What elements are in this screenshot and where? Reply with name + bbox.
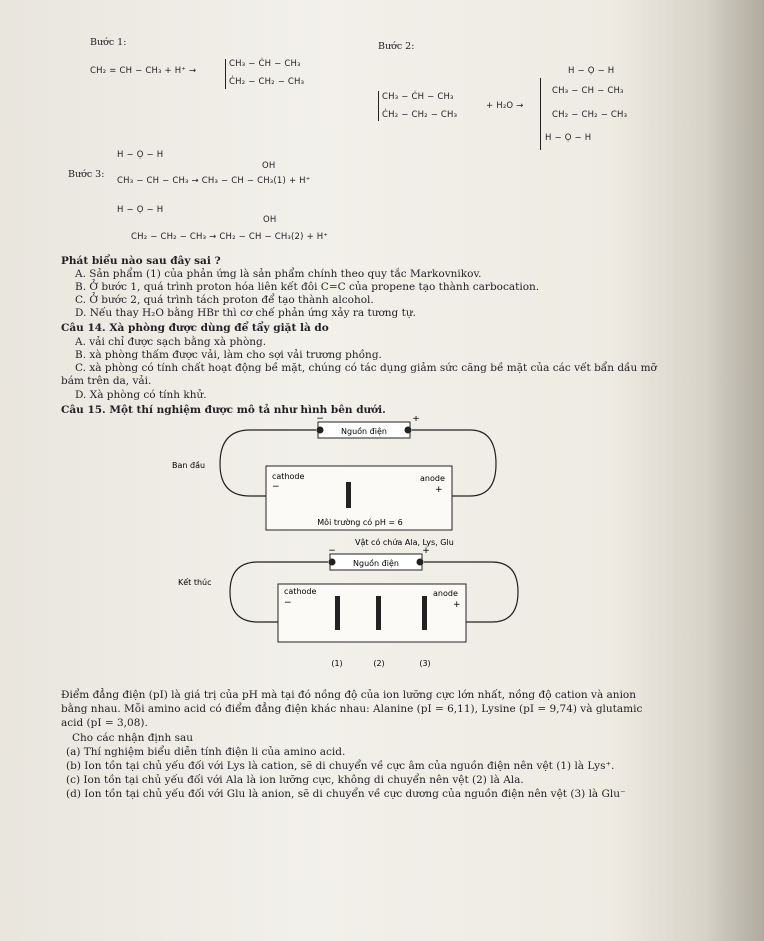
step1-product-bottom: ĊH₂ − CH₂ − CH₃ <box>229 77 305 87</box>
q13-option-d: D. Nếu thay H₂O bằng HBr thì cơ chế phản ứng xảy ra tương tự. <box>75 307 416 319</box>
step2-product-line2: CH₂ − CH₂ − CH₃ <box>552 110 628 120</box>
minus-terminal-end <box>329 559 336 566</box>
page-shadow <box>704 0 764 941</box>
q14-option-b: B. xà phòng thấm được vải, làm cho sợi vải trương phồng. <box>75 349 382 361</box>
q14-option-c-line2: bám trên da, vải. <box>61 375 152 387</box>
step2-reactant-top: CH₃ − ĊH − CH₃ <box>382 92 454 102</box>
q15-claim-d: (d) Ion tồn tại chủ yếu đối với Glu là anion, sẽ di chuyển về cực dương của nguồn điện nên vệt (3) là Glu⁻ <box>66 788 626 800</box>
power-label-start: Nguồn điện <box>341 427 387 436</box>
step3-title: Bước 3: <box>68 169 105 180</box>
step1-equation: CH₂ = CH − CH₃ + H⁺ → <box>90 66 197 76</box>
step2-product-h1: H − Ọ − H <box>568 66 615 76</box>
step1-product-top: CH₃ − ĊH − CH₃ <box>229 59 301 69</box>
step2-title: Bước 2: <box>378 41 415 52</box>
step2-product-line1: CH₃ − CH − CH₃ <box>552 86 624 96</box>
electrophoresis-diagram <box>150 416 570 676</box>
minus-sign-end: − <box>328 546 336 556</box>
anode-plus-end: + <box>453 600 461 610</box>
spot-1 <box>335 596 340 630</box>
q15-paragraph-3: acid (pI = 3,08). <box>61 717 148 729</box>
minus-sign-start: − <box>316 416 324 424</box>
step3-r2-hydronium: H − Ọ − H <box>117 205 164 215</box>
q13-option-c: C. Ở bước 2, quá trình tách proton để tạo thành alcohol. <box>75 294 374 306</box>
anode-label-end: anode <box>433 589 458 598</box>
power-label-end: Nguồn điện <box>353 559 399 568</box>
step2-reactant-bottom: ĊH₂ − CH₂ − CH₃ <box>382 110 458 120</box>
step2-bracket-right <box>540 78 541 150</box>
step3-r2-equation: CH₂ − CH₂ − CH₃ → CH₂ − CH − CH₃(2) + H⁺ <box>131 232 329 242</box>
q15-claim-c: (c) Ion tồn tại chủ yếu đối với Ala là ion lưỡng cực, không di chuyển nên vệt (2) là Ala. <box>66 774 524 786</box>
label-start: Ban đầu <box>172 461 206 470</box>
minus-terminal-start <box>317 427 324 434</box>
step3-r2-oh: OH <box>263 215 277 225</box>
cathode-minus-end: − <box>284 598 292 608</box>
cathode-minus-start: − <box>272 482 280 492</box>
q15-claim-b: (b) Ion tồn tại chủ yếu đối với Lys là cation, sẽ di chuyển về cực âm của nguồn điện nên vệt (1) là Lys⁺. <box>66 760 615 772</box>
step1-bracket <box>225 59 226 89</box>
cathode-label-start: cathode <box>272 472 305 481</box>
q13-stem: Phát biểu nào sau đây sai ? <box>61 255 221 267</box>
step2-product-h2: H − Ọ − H <box>545 133 592 143</box>
step2-bracket-left <box>378 91 379 121</box>
spot-1-label: (1) <box>331 659 343 668</box>
cathode-label-end: cathode <box>284 587 317 596</box>
spot-2 <box>376 596 381 630</box>
spot-3-label: (3) <box>419 659 431 668</box>
plus-terminal-start <box>405 427 412 434</box>
step1-title: Bước 1: <box>90 37 127 48</box>
plus-sign-end: + <box>422 546 430 556</box>
medium-label: Môi trường có pH = 6 <box>317 518 403 527</box>
q14-option-a: A. vải chỉ được sạch bằng xà phòng. <box>75 336 267 348</box>
plus-sign-start: + <box>412 416 420 424</box>
q14-option-c-line1: C. xà phòng có tính chất hoạt động bề mặt, chúng có tác dụng giảm sức căng bề mặt của các vết bẩn dầu mỡ <box>75 362 657 374</box>
q15-claims-intro: Cho các nhận định sau <box>72 732 194 744</box>
q14-stem: Câu 14. Xà phòng được dùng để tẩy giặt là do <box>61 322 329 334</box>
q15-claim-a: (a) Thí nghiệm biểu diễn tính điện li của amino acid. <box>66 746 346 758</box>
anode-label-start: anode <box>420 474 445 483</box>
step3-r1-equation: CH₃ − CH − CH₃ → CH₃ − CH − CH₃(1) + H⁺ <box>117 176 311 186</box>
label-end: Kết thúc <box>178 578 212 587</box>
q15-paragraph-2: bằng nhau. Mỗi amino acid có điểm đẳng điện khác nhau: Alanine (pI = 6,11), Lysine (pI = 9,74) và glutamic <box>61 703 643 715</box>
sample-label: Vật có chứa Ala, Lys, Glu <box>355 538 454 547</box>
spot-3 <box>422 596 427 630</box>
step2-plus-water: + H₂O → <box>486 101 524 111</box>
q13-option-a: A. Sản phẩm (1) của phản ứng là sản phẩm chính theo quy tắc Markovnikov. <box>75 268 482 280</box>
q13-option-b: B. Ở bước 1, quá trình proton hóa liên kết đôi C=C của propene tạo thành carbocation. <box>75 281 540 293</box>
spot-2-label: (2) <box>373 659 385 668</box>
sample-spot-start <box>346 482 351 508</box>
step3-r1-hydronium: H − Ọ − H <box>117 150 164 160</box>
plus-terminal-end <box>417 559 424 566</box>
q15-stem: Câu 15. Một thí nghiệm được mô tả như hình bên dưới. <box>61 404 386 416</box>
q14-option-d: D. Xà phòng có tính khử. <box>75 389 207 401</box>
anode-plus-start: + <box>435 485 443 495</box>
step3-r1-oh: OH <box>262 161 276 171</box>
q15-paragraph-1: Điểm đẳng điện (pI) là giá trị của pH mà tại đó nồng độ của ion lưỡng cực lớn nhất, nồng độ cation và anion <box>61 689 637 701</box>
